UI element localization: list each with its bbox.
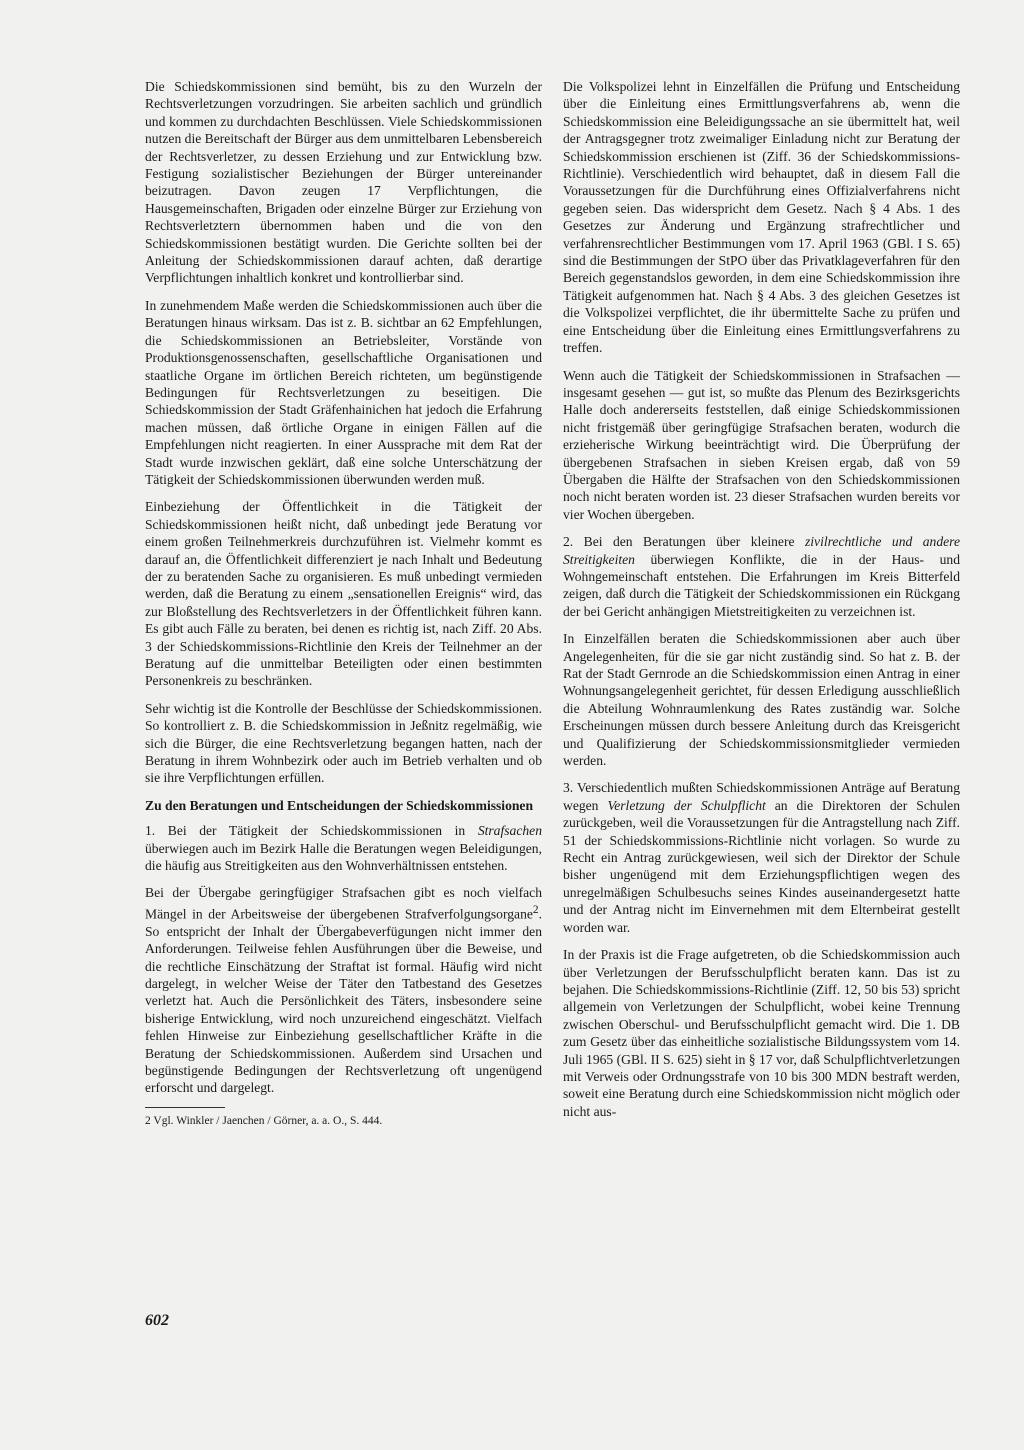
paragraph-oeffentlichkeit: Einbeziehung der Öffentlichkeit in die Tätigkeit der Schiedskommissionen heißt nicht, daß unbedingt jede Beratung vor einem großen Teilnehmerkreis durchzuführen ist. Vielmehr kommt es darauf an, die Öffentlichkeit differenziert je nach Inhalt und Bedeutung der zu beratenden Sache zu organisieren. Es muß unbedingt vermieden werden, daß die Beratung zu einem „sensationellen Ereignis“ wird, das zur Bloßstellung des Rechtsverletzers in der Öffentlichkeit führen kann. Es gibt auch Fälle zu beraten, bei denen es richtig ist, nach Ziff. 20 Abs. 3 der Schiedskommissions-Richtlinie den Kreis der Teilnehmer an der Beratung auf die unmittelbar Beteiligten oder einen bestimmten Personenkreis zu beschränken. — [145, 499, 542, 689]
page-number: 602 — [145, 1312, 169, 1329]
footnote-marker: 2 — [532, 903, 539, 916]
emphasis-zivilrecht: zivilrechtliche und andere Streitigkeiten — [563, 534, 960, 567]
text-run: an die Direktoren der Schulen zurückgeben, weil die Voraussetzungen für die Antragstellung nach Ziff. 51 der Schiedskommissions-Richtlinie nicht vorlagen. So wurde zu Recht ein Antrag zurückgewiesen, weil sich der Direktor der Schule bisher ungenügend mit dem Erziehungspflichtigen wegen des unregelmäßigen Schulbesuchs seines Kindes auseinandergesetzt hatte und der Antrag nicht im Einvernehmen mit dem Elternbeirat gestellt worden war. — [563, 797, 960, 935]
paragraph-empfehlungen: In zunehmendem Maße werden die Schiedskommissionen auch über die Beratungen hinaus wirksam. Das ist z. B. sichtbar an 62 Empfehlungen, die Schiedskommissionen an Betriebsleiter, Vorstände von Produktionsgenossenschaften, gesellschaftliche Organisationen und staatliche Organe im örtlichen Bereich richteten, um begünstigende Bedingungen für Rechtsverletzungen zu beseitigen. Die Schiedskommission der Stadt Gräfenhainichen hat jedoch die Erfahrung machen müssen, daß örtliche Organe in einigen Fällen auf die Empfehlungen nicht reagierten. In einer Aussprache mit dem Rat der Stadt wurde inzwischen geklärt, daß eine solche Unterschätzung der Tätigkeit der Schiedskommissionen überwunden werden muß. — [145, 297, 542, 487]
text-run: 1. Bei der Tätigkeit der Schiedskommissionen in — [145, 823, 478, 839]
text-run: 2. Bei den Beratungen über kleinere — [563, 534, 805, 550]
paragraph-zustaendigkeit: In Einzelfällen beraten die Schiedskommissionen aber auch über Angelegenheiten, für die sie gar nicht zuständig sind. So hat z. B. der Rat der Stadt Gernrode an die Schiedskommission einen Antrag in einer Wohnungsangelegenheit gerichtet, für dessen Erledigung ausschließlich die Abteilung Wohnraumlenkung des Rates zuständig war. Solche Erscheinungen müssen durch bessere Anleitung durch das Kreisgericht und Qualifizierung der Schiedskommissionsmitglieder vermieden werden. — [563, 631, 960, 769]
right-column — [563, 78, 960, 1130]
text-run: Bei der Übergabe geringfügiger Strafsachen gibt es noch vielfach Mängel in der Arbeitsweise der übergebenen Strafverfolgungsorgane — [145, 885, 542, 922]
paragraph-wurzeln: Die Schiedskommissionen sind bemüht, bis zu den Wurzeln der Rechtsverletzungen vorzudringen. Sie arbeiten sachlich und gründlich und kommen zu durchdachten Beschlüssen. Viele Schiedskommissionen nutzen die Bereitschaft der Bürger aus dem unmittelbaren Lebensbereich der Rechtsverletzer, zu dessen Erziehung und zur Entwicklung bzw. Festigung sozialistischer Beziehungen der Bürger untereinander beizutragen. Davon zeugen 17 Verpflichtungen, die Hausgemeinschaften, Brigaden oder einzelne Bürger zur Erziehung von Rechtsverletztern übernommen haben und die von den Schiedskommissionen bestätigt wurden. Die Gerichte sollten bei der Anleitung der Schiedskommissionen darauf achten, daß derartige Verpflichtungen inhaltlich konkret und kontrollierbar sind. — [145, 79, 542, 286]
paragraph-strafsachen — [145, 822, 542, 874]
paragraph-volkspolizei: Die Volkspolizei lehnt in Einzelfällen die Prüfung und Entscheidung über die Einleitung eines Ermittlungsverfahrens ab, wenn die Schiedskommission eine Beleidigungssache an sie übermittelt hat, weil der Antragsgegner trotz zweimaliger Einladung nicht zur Beratung der Schiedskommission erschienen ist (Ziff. 36 der Schiedskommissions-Richtlinie). Verschiedentlich wird behauptet, daß in diesem Fall die Voraussetzungen für die Durchführung eines Offizialverfahrens nicht gegeben seien. Das widerspricht dem Gesetz. Nach § 4 Abs. 1 des Gesetzes zur Änderung und Ergänzung strafrechtlicher und verfahrensrechtlicher Bestimmungen vom 17. April 1963 (GBl. I S. 65) sind die Bestimmungen der StPO über das Privatklageverfahren für den Bereich gegenstandslos geworden, in dem eine Schiedskommission ihre Tätigkeit aufgenommen hat. Nach § 4 Abs. 3 des gleichen Gesetzes ist die Volkspolizei verpflichtet, die ihr übermittelte Sache zu prüfen und eine Entscheidung über die Einleitung eines Ermittlungsverfahrens zu treffen. — [563, 79, 960, 356]
text-run: überwiegen auch im Bezirk Halle die Beratungen wegen Beleidigungen, die häufig aus Streitigkeiten aus den Wohnverhältnissen entstehen. — [145, 840, 542, 874]
text-run: überwiegen Konflikte, die in der Haus- und Wohngemeinschaft entstehen. Die Erfahrungen im Kreis Bitterfeld zeigen, daß durch die Tätigkeit der Schiedskommissionen ein Rückgang der bei Gericht anhängigen Mietstreitigkeiten zu verzeichnen ist. — [563, 551, 960, 619]
left-column — [145, 78, 542, 1128]
paragraph-kontrolle: Sehr wichtig ist die Kontrolle der Beschlüsse der Schiedskommissionen. So kontrolliert z. B. die Schiedskommission in Jeßnitz regelmäßig, wie sich die Bürger, die eine Rechtsverletzung begangen hatten, nach der Beratung in ihrem Wohnbezirk oder auch im Betrieb verhalten und ob sie ihre Verpflichtungen erfüllen. — [145, 700, 542, 786]
footnote-divider — [145, 1107, 225, 1108]
text-run: 3. Verschiedentlich mußten Schiedskommissionen Anträge auf Beratung wegen — [563, 780, 960, 813]
paragraph-schulpflicht — [563, 779, 960, 936]
paragraph-uebergabe — [145, 884, 542, 1096]
paragraph-berufsschulpflicht: In der Praxis ist die Frage aufgetreten, ob die Schiedskommission auch über Verletzungen der Berufsschulpflicht beraten kann. Das ist zu bejahen. Die Schiedskommissions-Richtlinie (Ziff. 12, 50 bis 53) spricht allgemein von Verletzungen der Schulpflicht, wobei keine Trennung zwischen Oberschul- und Berufsschulpflicht gemacht wird. Die 1. DB zum Gesetz über das einheitliche sozialistische Bildungssystem vom 14. Juli 1965 (GBl. II S. 625) sieht in § 17 vor, daß Schulpflichtverletzungen mit Verweis oder Ordnungsstrafe von 10 bis 300 MDN bestraft werden, soweit eine Beratung durch eine Schiedskommission nicht möglich oder nicht aus- — [563, 947, 961, 1119]
footnote: 2 Vgl. Winkler / Jaenchen / Görner, a. a. O., S. 444. — [145, 1114, 383, 1127]
paragraph-zivilrecht — [563, 533, 960, 620]
section-heading: Zu den Beratungen und Entscheidungen der Schiedskommissionen — [145, 797, 534, 813]
text-run: . So entspricht der Inhalt der Übergabeverfügungen nicht immer den Anforderungen. Teilweise fehlen Ausführungen über die Beweise, und die rechtliche Einschätzung der Straftat ist formal. Häufig wird nicht dargelegt, in welcher Weise der Täter den Tatbestand des Gesetzes verletzt hat. Auch die Persönlichkeit des Täters, insbesondere seine bisherige Entwicklung, wird noch unzureichend eingeschätzt. Vielfach fehlen Hinweise zur Einbeziehung gesellschaftlicher Kräfte in die Beratung der Schiedskommissionen. Außerdem sind Ursachen und begünstigende Bedingungen der Rechtsverletzung oft ungenügend erforscht und dargelegt. — [145, 906, 542, 1096]
emphasis-strafsachen: Strafsachen — [477, 823, 542, 839]
emphasis-schulpflicht: Verletzung der Schulpflicht — [607, 797, 766, 813]
paragraph-fristgemaess: Wenn auch die Tätigkeit der Schiedskommissionen in Strafsachen — insgesamt gesehen — gut ist, so mußte das Plenum des Bezirksgerichts Halle doch andererseits feststellen, daß einige Schiedskommissionen nicht fristgemäß über geringfügige Strafsachen beraten, wodurch die erzieherische Wirkung beeinträchtigt wird. Die Überprüfung der übergebenen Strafsachen in sieben Kreisen ergab, daß von 59 Übergaben die Hälfte der Strafsachen von den Schiedskommissionen noch nicht beraten worden ist. 23 dieser Strafsachen wurden bereits vor vier Wochen übergeben. — [563, 367, 960, 522]
